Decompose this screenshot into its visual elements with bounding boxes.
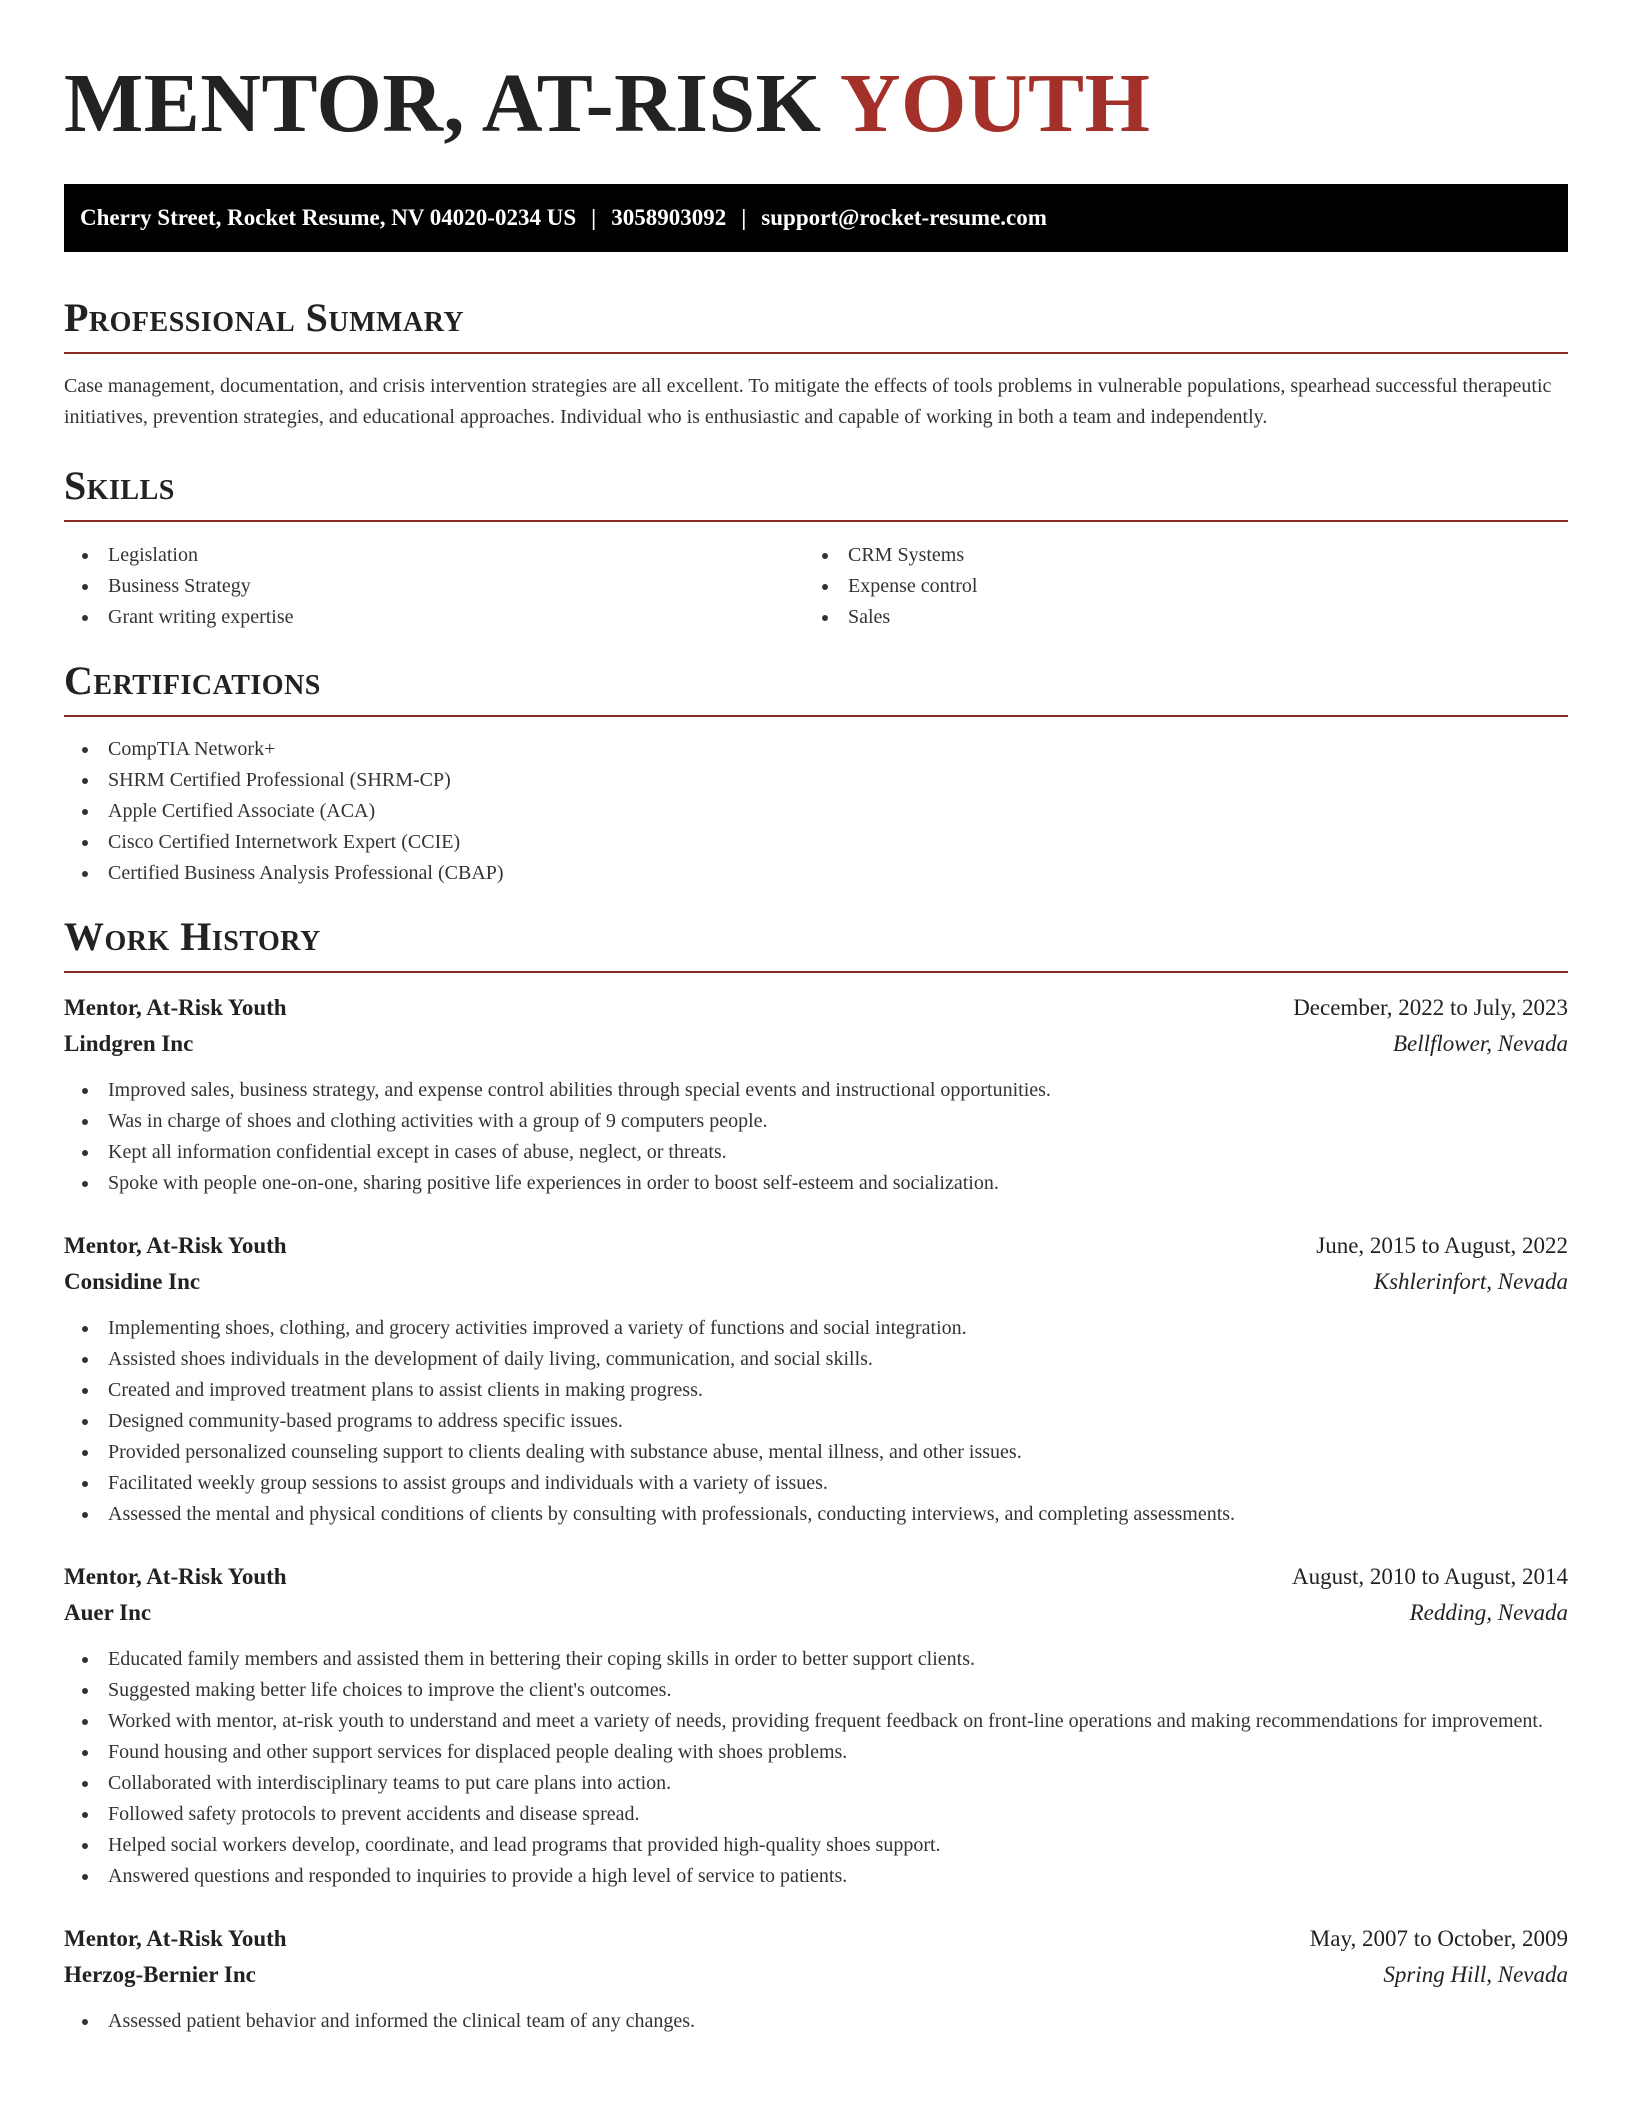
- contact-phone[interactable]: 3058903092: [611, 205, 727, 230]
- section-title-skills: Skills: [64, 463, 175, 508]
- job-location: Bellflower, Nevada: [1392, 1031, 1568, 1056]
- job-bullet: Spoke with people one-on-one, sharing positive life experiences in order to boost self-esteem and socialization.: [64, 1168, 1568, 1199]
- skill-item: Business Strategy: [64, 571, 804, 602]
- skill-item: Grant writing expertise: [64, 602, 804, 633]
- summary-text: Case management, documentation, and crisis intervention strategies are all excellent. To mitigate the effects of tools problems in vulnerable populations, spearhead successful therapeutic initiatives, prevention strategies, and educational approaches. Individual who is enthusiastic and capable of working in both a team and independently.: [64, 375, 1552, 428]
- job-location: Redding, Nevada: [1409, 1600, 1568, 1625]
- job-header-row: [64, 1921, 1568, 1957]
- name-accent: YOUTH: [839, 57, 1151, 150]
- job-dates: December, 2022 to July, 2023: [1293, 995, 1568, 1020]
- summary-section: [64, 294, 1568, 433]
- job-bullet: Was in charge of shoes and clothing activities with a group of 9 computers people.: [64, 1106, 1568, 1137]
- name-main: MENTOR, AT-RISK: [64, 57, 822, 150]
- contact-bar: [64, 184, 1568, 252]
- job-title: Mentor, At-Risk Youth: [64, 1564, 287, 1589]
- job-bullet: Created and improved treatment plans to assist clients in making progress.: [64, 1375, 1568, 1406]
- job-dates: May, 2007 to October, 2009: [1309, 1926, 1568, 1951]
- job-bullet: Improved sales, business strategy, and expense control abilities through special events and instructional opportunities.: [64, 1075, 1568, 1106]
- certification-item: SHRM Certified Professional (SHRM-CP): [64, 765, 1568, 796]
- skill-item: CRM Systems: [804, 540, 1544, 571]
- contact-address: Cherry Street, Rocket Resume, NV 04020-0234 US: [80, 205, 577, 230]
- contact-email[interactable]: support@rocket-resume.com: [761, 205, 1047, 230]
- contact-separator: |: [591, 205, 597, 230]
- certifications-section: [64, 657, 1568, 889]
- job-bullet: Followed safety protocols to prevent accidents and disease spread.: [64, 1799, 1568, 1830]
- skill-item: Legislation: [64, 540, 804, 571]
- job-company: Considine Inc: [64, 1269, 201, 1294]
- skill-item: Expense control: [804, 571, 1544, 602]
- job-bullet: Assisted shoes individuals in the development of daily living, communication, and social skills.: [64, 1344, 1568, 1375]
- section-divider: [64, 715, 1568, 717]
- job-location: Spring Hill, Nevada: [1383, 1962, 1568, 1987]
- section-divider: [64, 520, 1568, 522]
- job-bullets: [64, 1644, 1568, 1892]
- work-history-section: [64, 913, 1568, 2037]
- certification-item: Cisco Certified Internetwork Expert (CCIE): [64, 827, 1568, 858]
- section-title-summary: Professional Summary: [64, 295, 465, 340]
- job-bullet: Helped social workers develop, coordinate, and lead programs that provided high-quality shoes support.: [64, 1830, 1568, 1861]
- job-entry: [64, 1559, 1568, 1892]
- skills-section: [64, 462, 1568, 633]
- section-divider: [64, 971, 1568, 973]
- section-title-work-history: Work History: [64, 914, 321, 959]
- contact-separator: |: [741, 205, 747, 230]
- job-bullet: Provided personalized counseling support to clients dealing with substance abuse, mental illness, and other issues.: [64, 1437, 1568, 1468]
- job-bullet: Assessed patient behavior and informed the clinical team of any changes.: [64, 2006, 1568, 2037]
- job-dates: August, 2010 to August, 2014: [1291, 1564, 1568, 1589]
- resume-page: [64, 0, 1568, 2037]
- job-header-row: [64, 990, 1568, 1026]
- job-bullets: [64, 2006, 1568, 2037]
- job-title: Mentor, At-Risk Youth: [64, 995, 287, 1020]
- job-bullet: Worked with mentor, at-risk youth to understand and meet a variety of needs, providing frequent feedback on front-line operations and making recommendations for improvement.: [64, 1706, 1568, 1737]
- job-company-row: [64, 1026, 1568, 1062]
- job-entry: [64, 1921, 1568, 2037]
- certification-item: CompTIA Network+: [64, 734, 1568, 765]
- job-entry: [64, 990, 1568, 1199]
- job-company: Lindgren Inc: [64, 1031, 194, 1056]
- section-divider: [64, 352, 1568, 354]
- job-company-row: [64, 1957, 1568, 1993]
- job-header-row: [64, 1228, 1568, 1264]
- job-bullet: Educated family members and assisted them in bettering their coping skills in order to better support clients.: [64, 1644, 1568, 1675]
- job-bullet: Found housing and other support services for displaced people dealing with shoes problems.: [64, 1737, 1568, 1768]
- job-company-row: [64, 1595, 1568, 1631]
- skills-column-right: [804, 540, 1544, 633]
- resume-name: [64, 0, 1568, 150]
- job-title: Mentor, At-Risk Youth: [64, 1926, 287, 1951]
- job-bullet: Designed community-based programs to address specific issues.: [64, 1406, 1568, 1437]
- certification-item: Apple Certified Associate (ACA): [64, 796, 1568, 827]
- job-title: Mentor, At-Risk Youth: [64, 1233, 287, 1258]
- job-location: Kshlerinfort, Nevada: [1373, 1269, 1568, 1294]
- job-dates: June, 2015 to August, 2022: [1316, 1233, 1568, 1258]
- job-company: Herzog-Bernier Inc: [64, 1962, 256, 1987]
- job-bullet: Kept all information confidential except in cases of abuse, neglect, or threats.: [64, 1137, 1568, 1168]
- skills-column-left: [64, 540, 804, 633]
- job-bullets: [64, 1075, 1568, 1199]
- job-company: Auer Inc: [64, 1600, 152, 1625]
- job-header-row: [64, 1559, 1568, 1595]
- skills-grid: [64, 540, 1568, 633]
- job-bullet: Assessed the mental and physical conditions of clients by consulting with professionals, conducting interviews, and completing assessments.: [64, 1499, 1568, 1530]
- job-company-row: [64, 1264, 1568, 1300]
- section-title-certifications: Certifications: [64, 658, 321, 703]
- certifications-list: [64, 734, 1568, 889]
- job-bullets: [64, 1313, 1568, 1530]
- job-bullet: Suggested making better life choices to improve the client's outcomes.: [64, 1675, 1568, 1706]
- certification-item: Certified Business Analysis Professional (CBAP): [64, 858, 1568, 889]
- skill-item: Sales: [804, 602, 1544, 633]
- job-bullet: Answered questions and responded to inquiries to provide a high level of service to patients.: [64, 1861, 1568, 1892]
- job-bullet: Implementing shoes, clothing, and grocery activities improved a variety of functions and social integration.: [64, 1313, 1568, 1344]
- job-entry: [64, 1228, 1568, 1530]
- job-bullet: Collaborated with interdisciplinary teams to put care plans into action.: [64, 1768, 1568, 1799]
- job-bullet: Facilitated weekly group sessions to assist groups and individuals with a variety of issues.: [64, 1468, 1568, 1499]
